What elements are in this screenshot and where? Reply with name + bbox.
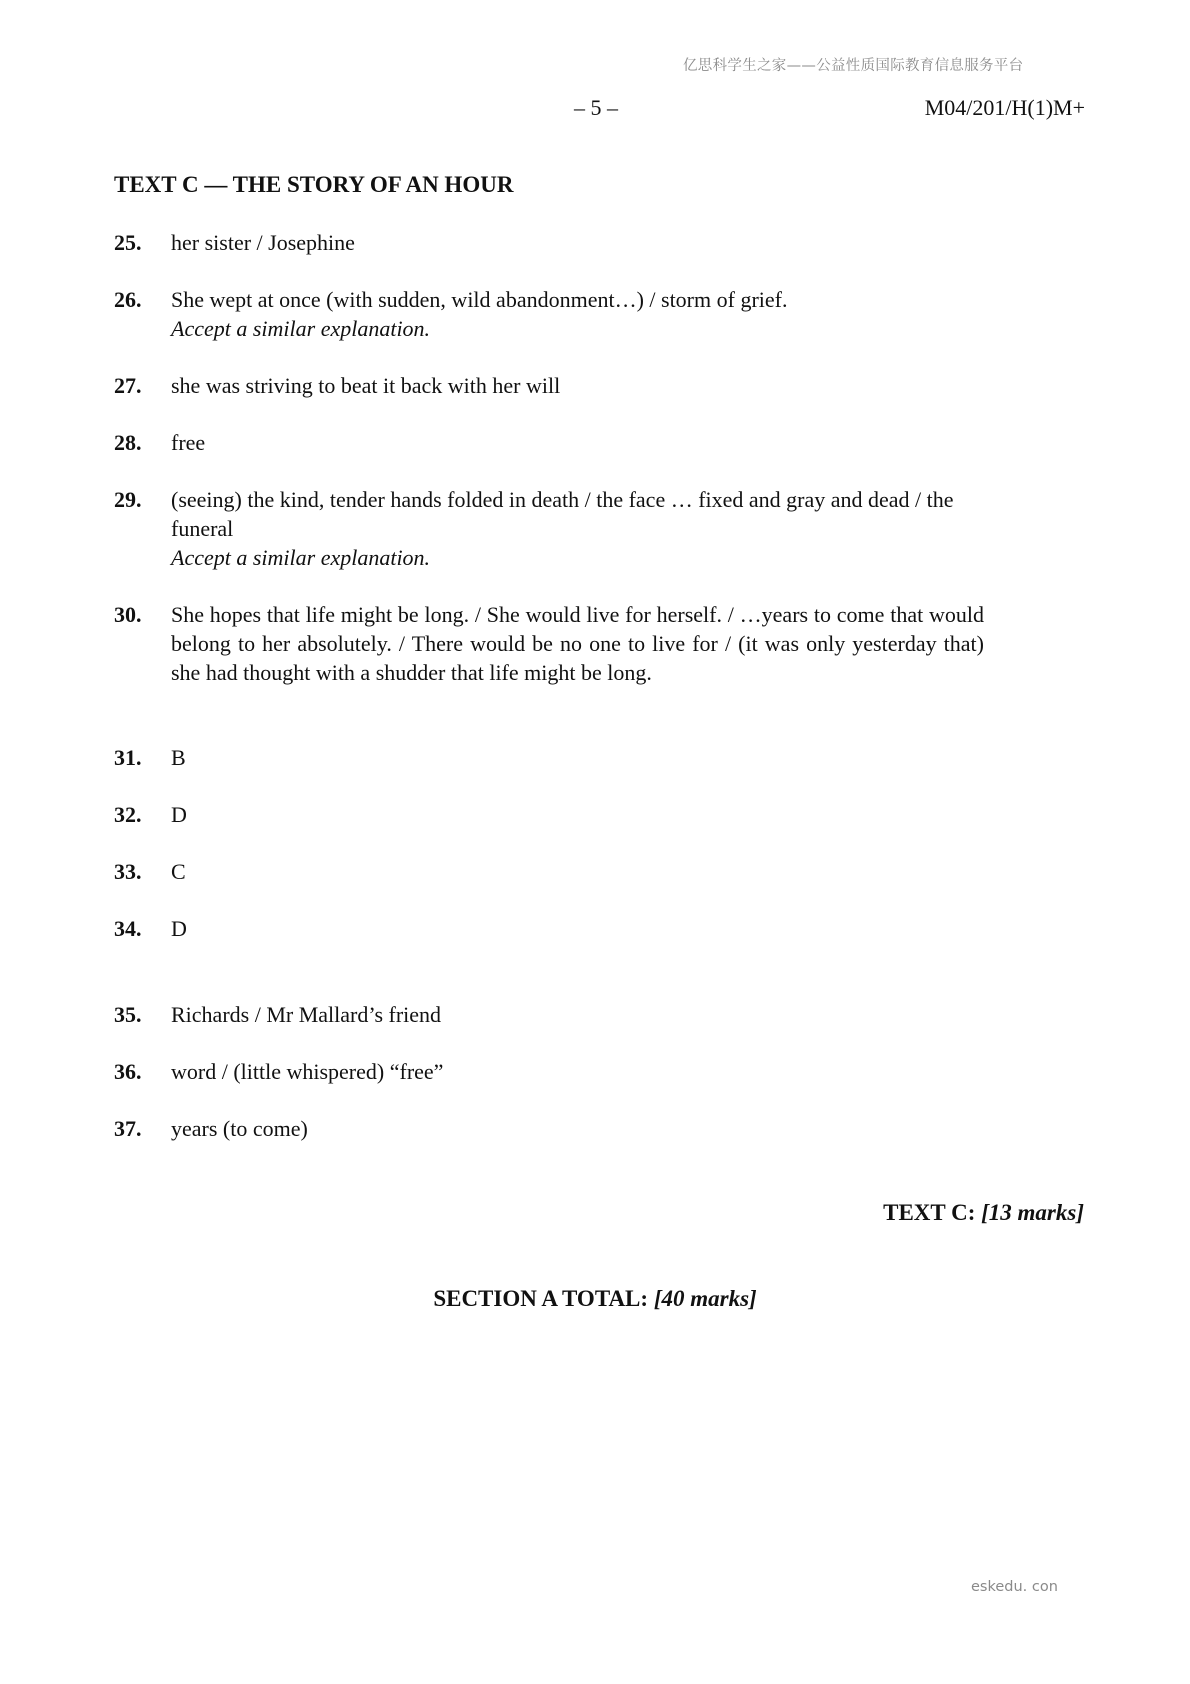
item-number: 29.: [114, 487, 142, 512]
item-number: 33.: [114, 859, 142, 884]
item-text: C: [171, 859, 186, 884]
answer-item-36: [114, 1057, 984, 1086]
watermark-bottom: eskedu. con: [971, 1579, 1058, 1595]
subtotal-label: TEXT C:: [883, 1200, 976, 1225]
item-number: 31.: [114, 745, 142, 770]
item-text: She wept at once (with sudden, wild abandonment…) / storm of grief.: [171, 287, 788, 312]
item-text: she was striving to beat it back with her will: [171, 373, 561, 398]
text-c-subtotal: [883, 1200, 1084, 1226]
section-a-total: [0, 1286, 1190, 1312]
item-note: Accept a similar explanation.: [171, 545, 431, 570]
answer-item-31: [114, 743, 984, 772]
item-text: D: [171, 916, 187, 941]
item-number: 30.: [114, 602, 142, 627]
section-title: TEXT C — THE STORY OF AN HOUR: [114, 172, 514, 197]
answer-item-25: [114, 228, 984, 257]
item-note: Accept a similar explanation.: [171, 316, 431, 341]
item-text: D: [171, 802, 187, 827]
section-total-marks: [40 marks]: [653, 1286, 757, 1311]
item-number: 32.: [114, 802, 142, 827]
document-code: M04/201/H(1)M+: [924, 95, 1085, 120]
item-text: (seeing) the kind, tender hands folded in death / the face … fixed and gray and dead / the funeral: [171, 487, 954, 541]
item-number: 35.: [114, 1002, 142, 1027]
section-total-label: SECTION A TOTAL:: [433, 1286, 649, 1311]
item-number: 34.: [114, 916, 142, 941]
item-number: 37.: [114, 1116, 142, 1141]
watermark-top: 亿思科学生之家——公益性质国际教育信息服务平台: [683, 58, 1024, 74]
item-text: free: [171, 430, 206, 455]
item-text: her sister / Josephine: [171, 230, 355, 255]
answer-item-33: [114, 857, 984, 886]
page-number: – 5 –: [574, 95, 618, 120]
answer-item-35: [114, 1000, 984, 1029]
answer-item-26: [114, 285, 984, 343]
answer-item-37: [114, 1114, 984, 1143]
answer-item-29: [114, 485, 994, 572]
item-number: 27.: [114, 373, 142, 398]
subtotal-marks: [13 marks]: [981, 1200, 1084, 1225]
answer-item-28: [114, 428, 984, 457]
item-number: 25.: [114, 230, 142, 255]
answer-item-30: [114, 600, 984, 687]
answer-item-27: [114, 371, 984, 400]
item-text: years (to come): [171, 1116, 308, 1141]
item-number: 26.: [114, 287, 142, 312]
item-text: B: [171, 745, 186, 770]
answer-item-34: [114, 914, 984, 943]
item-number: 28.: [114, 430, 142, 455]
item-text: word / (little whispered) “free”: [171, 1059, 444, 1084]
answer-item-32: [114, 800, 984, 829]
item-text: Richards / Mr Mallard’s friend: [171, 1002, 442, 1027]
item-text: She hopes that life might be long. / She would live for herself. / …years to come that would belong to her absolutely. / There would be no one to live for / (it was only yesterday that) she had thought with a shudder that life might be long.: [171, 602, 984, 685]
item-number: 36.: [114, 1059, 142, 1084]
